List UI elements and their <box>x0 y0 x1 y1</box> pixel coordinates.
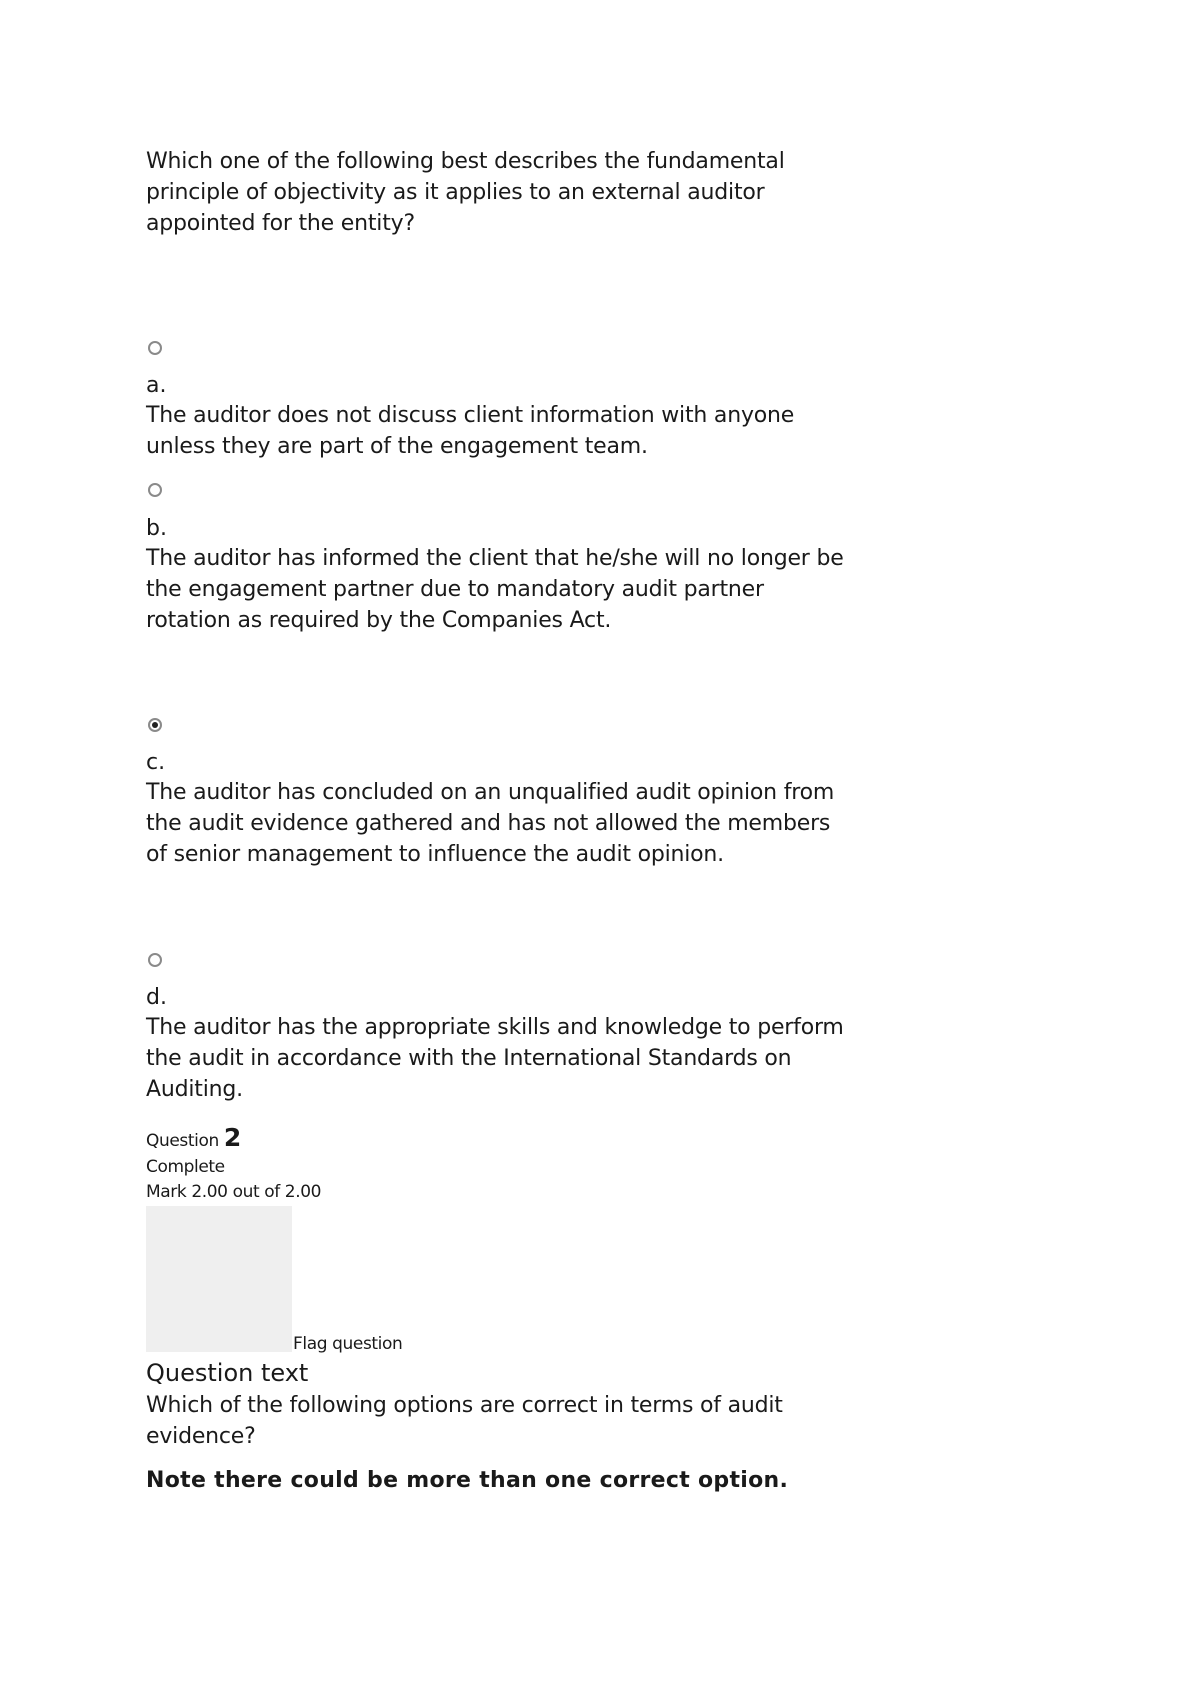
option-b-letter: b. <box>146 516 167 541</box>
option-c-radio[interactable] <box>148 718 162 732</box>
option-c-letter: c. <box>146 750 166 775</box>
question-2-note: Note there could be more than one correct option. <box>146 1468 789 1493</box>
option-b-radio[interactable] <box>148 483 162 497</box>
option-d-text: The auditor has the appropriate skills and knowledge to perform the audit in accordance with the International Standards on Auditing. <box>146 1015 844 1102</box>
option-d-letter: d. <box>146 985 167 1010</box>
question-mark: Mark 2.00 out of 2.00 <box>146 1182 322 1202</box>
question-status: Complete <box>146 1157 225 1177</box>
option-c-text: The auditor has concluded on an unqualified audit opinion from the audit evidence gathered and has not allowed the members of senior management to influence the audit opinion. <box>146 780 835 867</box>
question-text-heading: Question text <box>146 1359 309 1387</box>
option-a-letter: a. <box>146 373 167 398</box>
question-2-text: Which of the following options are correct in terms of audit evidence? <box>146 1393 783 1449</box>
question-2-header <box>146 1123 241 1153</box>
option-d-radio[interactable] <box>148 953 162 967</box>
question-1-text: Which one of the following best describes the fundamental principle of objectivity as it applies to an external auditor appointed for the entity? <box>146 149 785 236</box>
flag-question-link[interactable]: Flag question <box>293 1334 403 1354</box>
question-number: 2 <box>223 1123 241 1152</box>
question-label: Question <box>146 1131 219 1151</box>
option-a-text: The auditor does not discuss client information with anyone unless they are part of the engagement team. <box>146 403 795 459</box>
option-b-text: The auditor has informed the client that he/she will no longer be the engagement partner due to mandatory audit partner rotation as required by the Companies Act. <box>146 546 844 633</box>
option-a-radio[interactable] <box>148 341 162 355</box>
flag-icon[interactable] <box>146 1206 292 1352</box>
